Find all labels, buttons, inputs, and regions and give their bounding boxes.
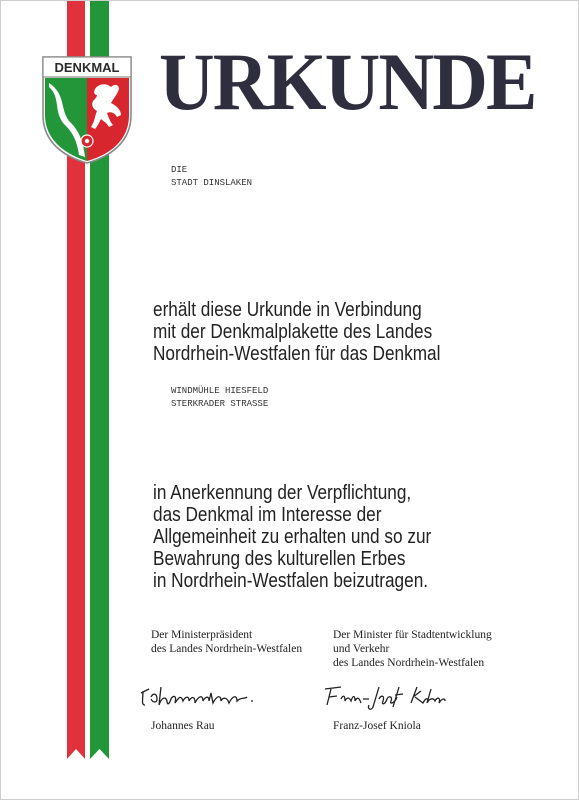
recipient-line: STADT DINSLAKEN bbox=[171, 178, 253, 188]
signatory-title-line: des Landes Nordrhein-Westfalen bbox=[151, 643, 303, 655]
signatory-name-left: Johannes Rau bbox=[151, 720, 215, 732]
recipient-block bbox=[171, 164, 252, 190]
paragraph-line: Allgemeinheit zu erhalten und so zur bbox=[153, 526, 432, 548]
signature-rau bbox=[137, 681, 267, 715]
recognition-paragraph bbox=[153, 482, 431, 592]
monument-block bbox=[171, 385, 268, 411]
paragraph-line: Nordrhein-Westfalen für das Denkmal bbox=[153, 343, 441, 365]
certificate-title: URKUNDE bbox=[159, 36, 536, 127]
monument-line: STERKRADER STRASSE bbox=[171, 399, 269, 409]
crest-label: DENKMAL bbox=[54, 60, 120, 75]
paragraph-line: in Nordrhein-Westfalen beizutragen. bbox=[153, 570, 429, 592]
paragraph-line: erhält diese Urkunde in Verbindung bbox=[153, 299, 422, 321]
signatory-name-right: Franz-Josef Kniola bbox=[333, 720, 421, 732]
paragraph-line: mit der Denkmalplakette des Landes bbox=[153, 321, 433, 343]
paragraph-line: Bewahrung des kulturellen Erbes bbox=[153, 548, 406, 570]
recipient-line: DIE bbox=[171, 165, 188, 175]
intro-paragraph bbox=[153, 299, 440, 365]
paragraph-line: das Denkmal im Interesse der bbox=[153, 504, 382, 526]
signature-kniola bbox=[319, 681, 459, 717]
signatory-title-right bbox=[333, 628, 492, 670]
signatory-title-left bbox=[151, 628, 302, 656]
signatory-title-line: Der Ministerpräsident bbox=[151, 629, 253, 641]
signatory-title-line: Der Minister für Stadtentwicklung bbox=[333, 629, 492, 641]
monument-line: WINDMÜHLE HIESFELD bbox=[171, 386, 269, 396]
signatory-title-line: des Landes Nordrhein-Westfalen bbox=[333, 657, 485, 669]
denkmal-crest-icon bbox=[39, 53, 135, 165]
signatory-title-line: und Verkehr bbox=[333, 643, 390, 655]
paragraph-line: in Anerkennung der Verpflichtung, bbox=[153, 482, 412, 504]
